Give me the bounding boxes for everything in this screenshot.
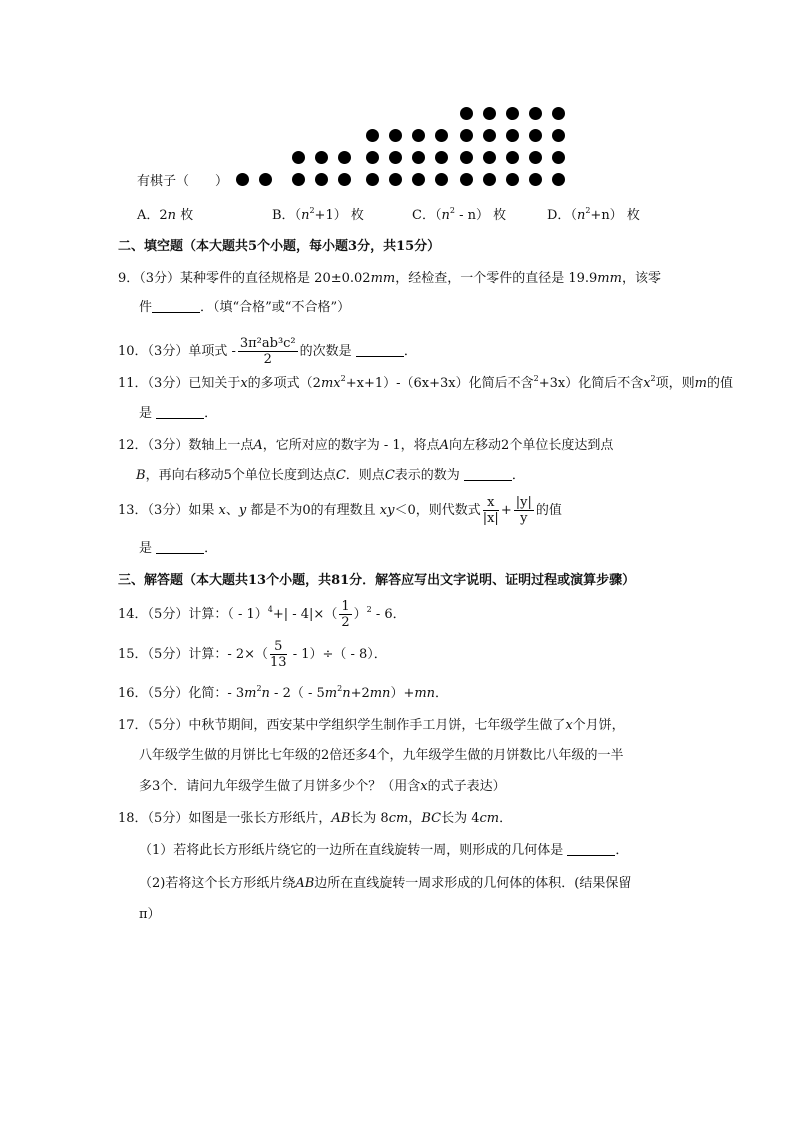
dot-pattern-4-dot: [552, 151, 565, 164]
answer-blank: [156, 541, 204, 554]
dot-pattern-2-dot: [292, 151, 305, 164]
dot-pattern-4-dot: [483, 151, 496, 164]
dot-pattern-4-dot: [483, 107, 496, 120]
dot-pattern-1-dot: [236, 173, 249, 186]
q11-line2: 是 ．: [139, 406, 218, 421]
dot-pattern-4-dot: [529, 129, 542, 142]
dot-pattern-3-dot: [435, 151, 448, 164]
q8-option-c: C．$(n^2 - n)$ 枚: [412, 206, 507, 223]
dot-pattern-4-dot: [506, 151, 519, 164]
dot-pattern-3-dot: [412, 129, 425, 142]
q8-stem: 有棋子（ ）: [137, 174, 229, 189]
q9-line1: 9．（3分）某种零件的直径规格是 20±0.02mm，经检查，一个零件的直径是 19.9mm，该零: [118, 271, 661, 286]
dot-pattern-4-dot: [483, 173, 496, 186]
dot-pattern-3-dot: [435, 173, 448, 186]
q18-line1: 18．（5分）如图是一张长方形纸片，AB长为 8cm，BC长为 4cm．: [118, 811, 513, 826]
dot-pattern-1-dot: [259, 173, 272, 186]
q13-fraction-y: $\frac{|y|}{y}$: [515, 495, 532, 526]
dot-pattern-3-dot: [412, 151, 425, 164]
q13-line1: 13．（3分）如果 x、y 都是不为0的有理数且 xy＜0，则代数式 $\frac{x}{|x|}$ + $\frac{|y|}{y}$ 的值: [118, 495, 562, 526]
dot-pattern-2-dot: [338, 173, 351, 186]
dot-pattern-2-dot: [338, 151, 351, 164]
q18-part2-line1: （2)若将这个长方形纸片绕AB边所在直线旋转一周求形成的几何体的体积．(结果保留: [139, 876, 632, 891]
dot-pattern-4-dot: [483, 129, 496, 142]
dot-pattern-4-dot: [460, 129, 473, 142]
q15-fraction: $\frac{5}{13}$: [270, 639, 287, 670]
q18-part2-line2: π）: [139, 907, 161, 922]
dot-pattern-4-dot: [506, 173, 519, 186]
q8-option-d: D．$(n^2+n)$ 枚: [547, 206, 640, 223]
dot-pattern-4-dot: [460, 173, 473, 186]
q17-line2: 八年级学生做的月饼比七年级的2倍还多4个，九年级学生做的月饼数比八年级的一半: [139, 748, 624, 763]
dot-pattern-3-dot: [389, 129, 402, 142]
dot-pattern-3-dot: [412, 173, 425, 186]
answer-blank: [464, 468, 512, 481]
dot-pattern-2-dot: [315, 173, 328, 186]
q12-line1: 12．（3分）数轴上一点A，它所对应的数字为 - 1，将点A向左移动2个单位长度达到点: [118, 438, 614, 453]
q13-fraction-x: $\frac{x}{|x|}$: [482, 495, 499, 526]
q15: 15．（5分）计算：- 2×（ $\frac{5}{13}$ - 1）÷（ - 8）．: [118, 639, 387, 670]
q17-line3: 多3个．请问九年级学生做了月饼多少个？（用含x的式子表达）: [139, 779, 506, 794]
dot-pattern-3-dot: [389, 151, 402, 164]
q13-line2: 是 ．: [139, 541, 218, 556]
section-2-heading: 二、填空题（本大题共5个小题，每小题3分，共15分）: [118, 239, 441, 254]
dot-pattern-4-dot: [506, 129, 519, 142]
answer-blank: [356, 344, 404, 357]
q17-line1: 17．（5分）中秋节期间，西安某中学组织学生制作手工月饼，七年级学生做了x个月饼，: [118, 718, 625, 733]
section-3-heading: 三、解答题（本大题共13个小题，共81分．解答应写出文字说明、证明过程或演算步骤）: [118, 573, 636, 588]
answer-blank: [156, 406, 204, 419]
dot-pattern-3-dot: [366, 151, 379, 164]
q16: 16．（5分）化简：- $3m^2n - 2( - 5m^2n+2mn)+mn$．: [118, 684, 449, 701]
dot-pattern-3-dot: [366, 129, 379, 142]
q12-line2: B，再向右移动5个单位长度到达点C．则点C表示的数为 ．: [136, 468, 525, 483]
answer-blank: [152, 300, 200, 313]
answer-blank: [567, 843, 615, 856]
q10-fraction: $\frac{\text{3π²ab³c²}}{2}$: [239, 336, 296, 367]
q10: 10．（3分）单项式 - $\frac{\text{3π²ab³c²}}{2}$ 的次数是 ．: [118, 336, 417, 367]
q14-fraction: $\frac{1}{2}$: [341, 599, 350, 630]
q14: 14．（5分）计算：（ - 1）$^4$+| - 4|×（ $\frac{1}{2}$ ）$^2$ - 6．: [118, 599, 406, 630]
q8-option-b: B．$(n^2+1)$ 枚: [272, 206, 364, 223]
dot-pattern-4-dot: [529, 151, 542, 164]
dot-pattern-4-dot: [529, 173, 542, 186]
dot-pattern-2-dot: [292, 173, 305, 186]
dot-pattern-4-dot: [552, 173, 565, 186]
q8-option-a: A．2n 枚: [137, 208, 194, 223]
dot-pattern-2-dot: [315, 151, 328, 164]
dot-pattern-4-dot: [506, 107, 519, 120]
dot-pattern-4-dot: [529, 107, 542, 120]
q11-line1: 11．（3分）已知关于x的多项式$(2mx^2+x+1)-(6x+3x)$化简后不含$^2$+3x）化简后不含$x^2$项，则m的值: [118, 374, 733, 391]
dot-pattern-4-dot: [460, 107, 473, 120]
dot-pattern-4-dot: [460, 151, 473, 164]
dot-pattern-3-dot: [366, 173, 379, 186]
q18-part1: （1）若将此长方形纸片绕它的一边所在直线旋转一周，则形成的几何体是 ．: [139, 843, 629, 858]
dot-pattern-4-dot: [552, 107, 565, 120]
dot-pattern-4-dot: [552, 129, 565, 142]
dot-pattern-3-dot: [389, 173, 402, 186]
q9-line2: 件 ．（填“合格”或“不合格”）: [139, 300, 351, 315]
dot-pattern-3-dot: [435, 129, 448, 142]
